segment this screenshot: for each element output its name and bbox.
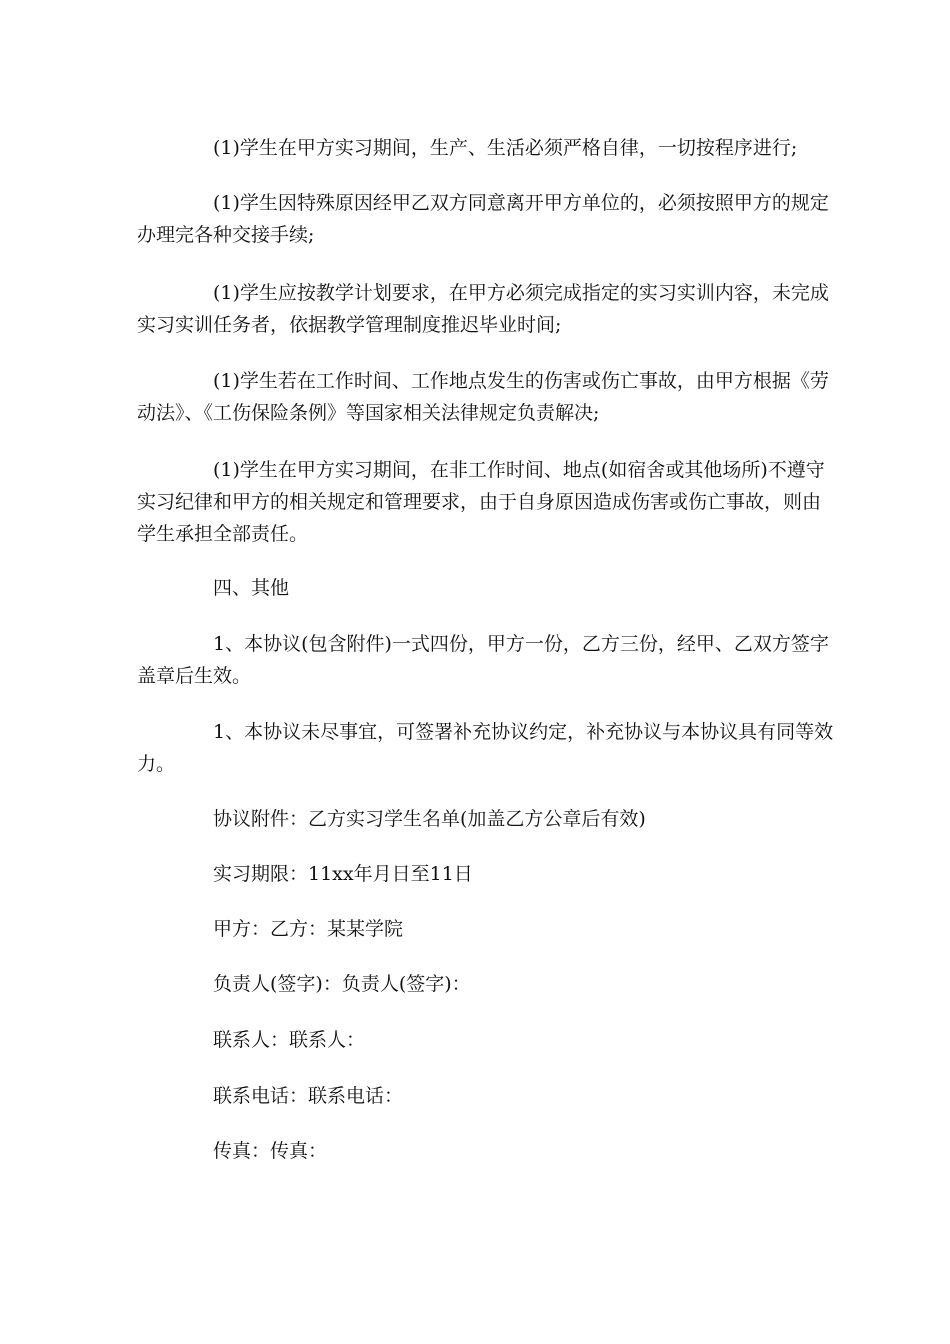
clause-paragraph: (1)学生在甲方实习期间，生产、生活必须严格自律，一切按程序进行; bbox=[213, 137, 798, 159]
phone-line: 联系电话：联系电话： bbox=[213, 1085, 404, 1107]
clause-paragraph: (1)学生因特殊原因经甲乙双方同意离开甲方单位的，必须按照甲方的规定办理完各种交接手续; bbox=[137, 192, 829, 246]
section-heading: 四、其他 bbox=[213, 577, 290, 599]
contact-line: 联系人：联系人： bbox=[213, 1029, 366, 1051]
clause-paragraph: (1)学生应按教学计划要求，在甲方必须完成指定的实习实训内容，未完成实习实训任务者，依据教学管理制度推迟毕业时间; bbox=[137, 282, 829, 336]
clause-paragraph: (1)学生在甲方实习期间，在非工作时间、地点(如宿舍或其他场所)不遵守实习纪律和甲方的相关规定和管理要求，由于自身原因造成伤害或伤亡事故，则由学生承担全部责任。 bbox=[137, 459, 825, 545]
other-paragraph: 1、本协议未尽事宜，可签署补充协议约定，补充协议与本协议具有同等效力。 bbox=[137, 721, 834, 775]
attachment-line: 协议附件：乙方实习学生名单(加盖乙方公章后有效) bbox=[213, 808, 646, 830]
parties-line: 甲方：乙方：某某学院 bbox=[213, 918, 404, 940]
signature-line: 负责人(签字)：负责人(签字)： bbox=[213, 973, 471, 995]
other-paragraph: 1、本协议(包含附件)一式四份，甲方一份，乙方三份，经甲、乙双方签字盖章后生效。 bbox=[137, 633, 829, 687]
period-line: 实习期限：11xx年月日至11日 bbox=[213, 863, 473, 885]
clause-paragraph: (1)学生若在工作时间、工作地点发生的伤害或伤亡事故，由甲方根据《劳动法》、《工伤保险条例》等国家相关法律规定负责解决; bbox=[137, 370, 829, 424]
fax-line: 传真：传真： bbox=[213, 1140, 328, 1162]
